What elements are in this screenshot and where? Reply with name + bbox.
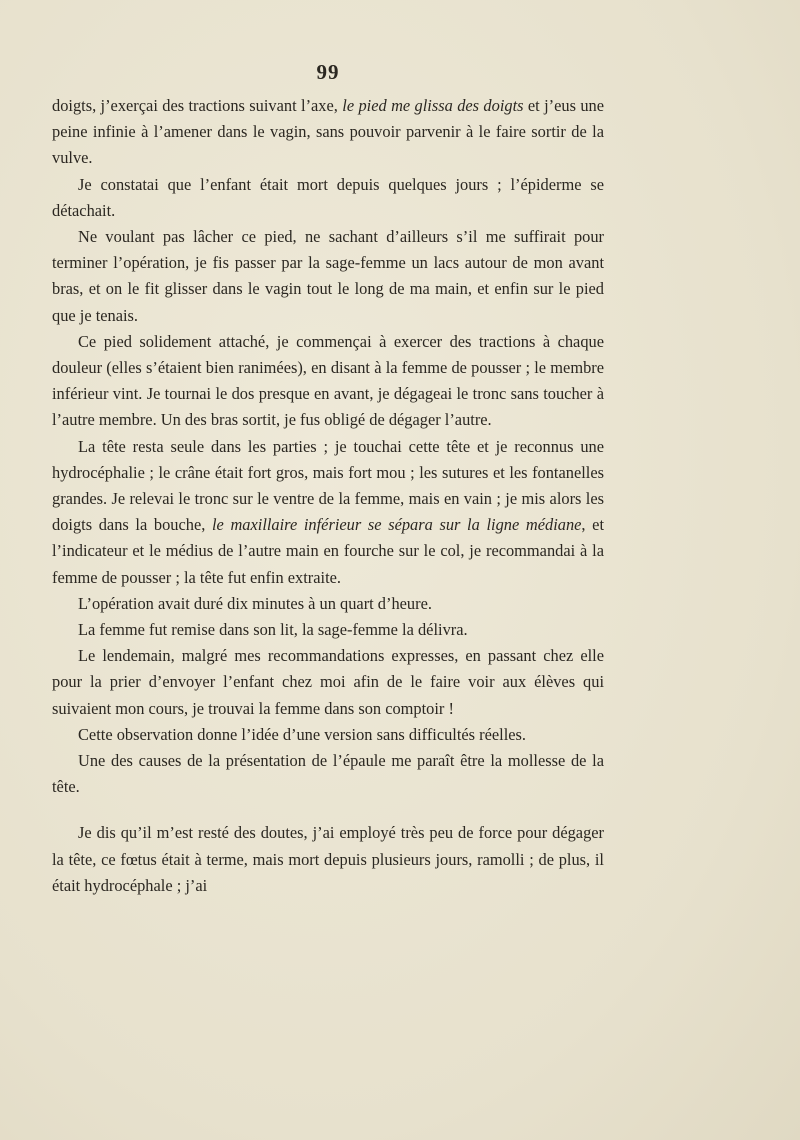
text-run: , et l’indicateur et le médius de l’autre main en fourche sur le col, je recommandai à la femme de pousser ; la tête fut enfin extraite. bbox=[52, 515, 604, 587]
page-number: 99 bbox=[316, 60, 340, 84]
italic-run: le pied me glissa des doigts bbox=[342, 96, 524, 115]
paragraph bbox=[52, 224, 604, 329]
paragraph bbox=[52, 722, 604, 748]
paragraph-gap bbox=[52, 800, 604, 820]
paragraph bbox=[52, 172, 604, 224]
paragraph bbox=[52, 748, 604, 800]
text-run: Cette observation donne l’idée d’une version sans difficultés réelles. bbox=[78, 724, 527, 744]
paragraph bbox=[52, 434, 604, 591]
text-run: L’opération avait duré dix minutes à un quart d’heure. bbox=[78, 593, 432, 613]
paragraph bbox=[52, 93, 604, 172]
text-run: Je constatai que l’enfant était mort depuis quelques jours ; l’épiderme se détachait. bbox=[52, 174, 604, 220]
page-text bbox=[52, 93, 604, 899]
text-run: doigts, j’exerçai des tractions suivant l’axe, bbox=[52, 96, 343, 115]
text-run: La femme fut remise dans son lit, la sage-femme la délivra. bbox=[78, 620, 468, 640]
text-run: Une des causes de la présentation de l’épaule me paraît être la mollesse de la tête. bbox=[52, 751, 604, 797]
text-run: Ce pied solidement attaché, je commençai à exercer des tractions à chaque douleur (elles s’étaient bien ranimées), en disant à la femme de pousser ; le membre inférieur vint. Je tournai le dos presque en avant, je dégageai le tronc sans toucher à l’autre membre. Un des bras sortit, je fus obligé de dégager l’autre. bbox=[52, 331, 604, 430]
text-run: Je dis qu’il m’est resté des doutes, j’ai employé très peu de force pour dégager la tête, ce fœtus était à terme, mais mort depuis plusieurs jours, ramolli ; de plus, il était hydrocéphale ; j’ai bbox=[52, 823, 604, 895]
paragraph bbox=[52, 591, 604, 617]
paragraph bbox=[52, 820, 604, 899]
text-run: et j’eus une peine infinie à l’amener dans le vagin, sans pouvoir parvenir à le faire sortir de la vulve. bbox=[52, 96, 604, 168]
paragraph bbox=[52, 329, 604, 434]
paragraph bbox=[52, 643, 604, 722]
paragraph bbox=[52, 617, 604, 643]
text-run: Le lendemain, malgré mes recommandations expresses, en passant chez elle pour la prier d’envoyer l’enfant chez moi afin de le faire voir aux élèves qui suivaient mon cours, je trouvai la femme dans son comptoir ! bbox=[52, 646, 604, 718]
text-run: La tête resta seule dans les parties ; je touchai cette tête et je reconnus une hydrocéphalie ; le crâne était fort gros, mais fort mou ; les sutures et les fontanelles grandes. Je relevai le tronc sur le ventre de la femme, mais en vain ; je mis alors les doigts dans la bouche, bbox=[52, 436, 604, 535]
text-run: Ne voulant pas lâcher ce pied, ne sachant d’ailleurs s’il me suffirait pour terminer l’opération, je fis passer par la sage-femme un lacs autour de mon avant bras, et on le fit glisser dans le vagin tout le long de ma main, et enfin sur le pied que je tenais. bbox=[52, 227, 604, 325]
italic-run: le maxillaire inférieur se sépara sur la ligne médiane bbox=[211, 515, 582, 535]
